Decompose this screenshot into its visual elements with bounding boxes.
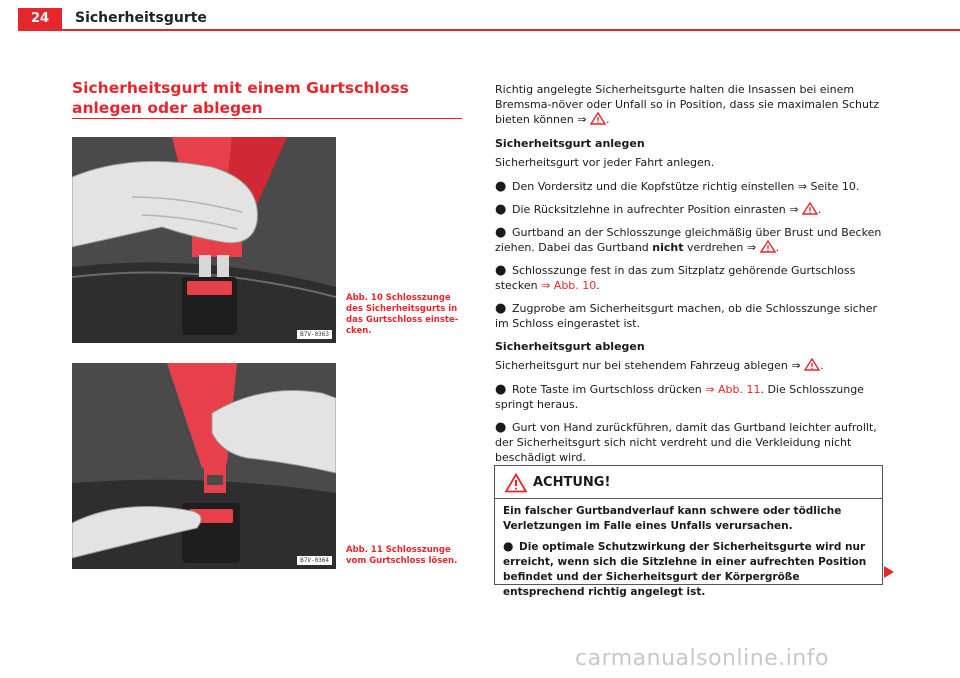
warning-triangle-icon (802, 202, 818, 215)
body-text (495, 82, 885, 473)
list-item: ● Gurt von Hand zurückführen, damit das Gurtband leichter aufrollt, der Sicherheitsgurt sich nicht verdreht und die Verkleidung nicht beschädigt wird. (495, 420, 877, 464)
bullet-icon: ● (495, 263, 507, 278)
list-item: ● Zugprobe am Sicherheitsgurt machen, ob die Schlosszunge sicher im Schloss eingerastet ist. (495, 301, 877, 330)
page-header (0, 0, 960, 31)
chapter-title: Sicherheitsgurte (75, 10, 207, 26)
list-item: ● Gurtband an der Schlosszunge gleichmäßig über Brust und Becken ziehen. Dabei das Gurtband nicht verdrehen ⇒ . (495, 225, 882, 254)
header-rule (18, 29, 960, 31)
figure-code: B7V-0364 (297, 556, 332, 565)
page-number: 24 (18, 8, 62, 29)
warning-title: ACHTUNG! (533, 475, 611, 490)
figure-reference-link[interactable]: Abb. 11 (717, 383, 761, 396)
warning-triangle-icon (505, 473, 527, 493)
arrow-icon: ⇒ (705, 383, 715, 396)
section-title: Sicherheitsgurt mit einem Gurtschloss anlegen oder ablegen (72, 79, 409, 117)
figure-code: B7V-0363 (297, 330, 332, 339)
bullet-icon: ● (503, 539, 514, 553)
ablegen-intro: Sicherheitsgurt nur bei stehendem Fahrzeug ablegen ⇒ . (495, 359, 824, 372)
warning-header (495, 466, 882, 499)
figure-caption: Abb. 10 Schlosszunge des Sicherheitsgurts in das Gurtschloss einste-cken. (346, 293, 459, 336)
intro-text: Richtig angelegte Sicherheitsgurte halten die Insassen bei einem Bremsma-növer oder Unfall so in Position, dass sie maximalen Schutz bieten können (495, 83, 880, 126)
bullet-icon: ● (495, 420, 507, 435)
figure-insert-buckle (72, 137, 336, 343)
illustration-insert-buckle (72, 137, 336, 343)
arrow-icon: ⇒ (797, 180, 808, 193)
figure-reference-link[interactable]: Abb. 10 (553, 279, 597, 292)
arrow-icon: ⇒ (746, 241, 757, 254)
warning-triangle-icon (590, 112, 606, 125)
ablegen-heading: Sicherheitsgurt ablegen (495, 340, 645, 353)
bullet-icon: ● (495, 225, 507, 240)
warning-box (494, 465, 883, 598)
illustration-release-buckle (72, 363, 336, 569)
list-item: ● Die Rücksitzlehne in aufrechter Position einrasten ⇒ . (495, 202, 822, 217)
bullet-icon: ● (495, 301, 507, 316)
arrow-icon: ⇒ (541, 279, 551, 292)
arrow-icon: ⇒ (789, 203, 799, 216)
anlegen-intro: Sicherheitsgurt vor jeder Fahrt anlegen. (495, 156, 715, 169)
anlegen-heading: Sicherheitsgurt anlegen (495, 137, 645, 150)
warning-list-item: ● Die optimale Schutzwirkung der Sicherheitsgurte wird nur erreicht, wenn sich die Sitzlehne in einer aufrechten Position befindet und der Sicherheitsgurt der Körpergröße entsprechend richtig angelegt ist. (503, 539, 867, 598)
watermark: carmanualsonline.info (575, 646, 829, 671)
section-rule (72, 118, 462, 119)
figure-release-buckle (72, 363, 336, 569)
arrow-icon: ⇒ (791, 359, 801, 372)
bullet-icon: ● (495, 202, 507, 217)
warning-triangle-icon (760, 240, 776, 253)
bullet-icon: ● (495, 179, 507, 194)
list-item: ● Den Vordersitz und die Kopfstütze richtig einstellen ⇒ Seite 10. (495, 179, 860, 194)
figure-caption: Abb. 11 Schlosszunge vom Gurtschloss lösen. (346, 545, 458, 566)
intro-paragraph: Richtig angelegte Sicherheitsgurte halten die Insassen bei einem Bremsma-növer oder Unfall so in Position, dass sie maximalen Schutz bieten können ⇒ . (495, 83, 880, 126)
continue-arrow-icon (884, 566, 894, 578)
warning-triangle-icon (804, 358, 820, 371)
bullet-icon: ● (495, 382, 507, 397)
warning-body (495, 499, 882, 610)
list-item: ● Schlosszunge fest in das zum Sitzplatz gehörende Gurtschloss stecken ⇒ Abb. 10. (495, 263, 856, 292)
list-item: ● Rote Taste im Gurtschloss drücken ⇒ Abb. 11. Die Schlosszunge springt heraus. (495, 382, 864, 411)
arrow-icon: ⇒ (577, 113, 587, 126)
page-reference: Seite 10. (810, 180, 860, 193)
warning-text: Ein falscher Gurtbandverlauf kann schwere oder tödliche Verletzungen im Falle eines Unfalls verursachen. (503, 505, 842, 532)
